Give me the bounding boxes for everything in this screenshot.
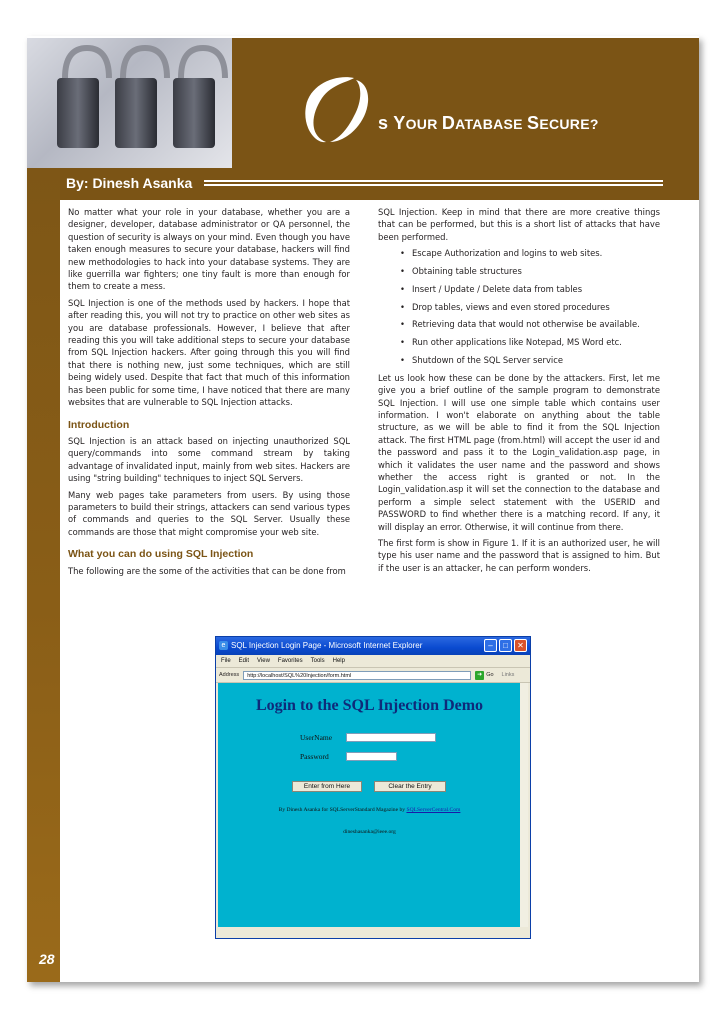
address-field[interactable]: http://localhost/SQL%20Injection/form.html	[243, 671, 471, 680]
paragraph: SQL Injection is an attack based on injecting unauthorized SQL query/commands into some command stream by taking advantage of invalidated input, mainly from web sites. Hackers are using "string building" techniques to inject SQL Servers.	[68, 435, 350, 484]
links-label[interactable]: Links	[501, 672, 515, 678]
list-item: • Shutdown of the SQL Server service	[412, 354, 660, 366]
drop-cap-i	[296, 72, 376, 148]
menu-tools[interactable]: Tools	[310, 658, 325, 664]
byline: By: Dinesh Asanka	[66, 175, 193, 191]
demo-title: Login to the SQL Injection Demo	[255, 697, 484, 714]
email-line: dineshasanka@ieee.org	[343, 829, 396, 835]
credit-link[interactable]: SQLServerCentral.Com	[406, 807, 461, 813]
address-label: Address	[219, 672, 240, 678]
paragraph: SQL Injection is one of the methods used by hackers. I hope that after reading this, you will not try to practice on other web sites as you are database professionals. However, I believe that after reading this you will take additional steps to secure your database from SQL Injection hackers. After going through this you will find that there is nothing new, just some techniques, which are still being widely used. Despite that fact that much of this information has been public for some time, I have noticed that there are many websites that are vulnerable to SQL Injection attacks.	[68, 297, 350, 408]
section-heading-what-you-can-do: What you can do using SQL Injection	[68, 548, 254, 561]
article-title: s YOUR DATABASE SECURE?	[378, 113, 599, 133]
attack-list	[378, 247, 660, 366]
padlocks-photo	[27, 38, 232, 168]
go-icon[interactable]: ➜	[477, 671, 483, 678]
menu-help[interactable]: Help	[332, 658, 345, 664]
figure-browser-window	[215, 636, 531, 939]
list-item: • Insert / Update / Delete data from tables	[412, 283, 660, 295]
window-title-bar	[216, 637, 530, 655]
paragraph: No matter what your role in your database, whether you are a designer, developer, database administrator or QA personnel, the question of security is always on your mind. Even though you have taken enough measures to secure your database, hackers will find new methodologies to hack into your database systems. They are like guerrilla war fighters; one tiny fault is more than enough for them to create a mess.	[68, 207, 350, 292]
list-item: • Retrieving data that would not otherwise be available.	[412, 318, 660, 330]
menu-view[interactable]: View	[257, 658, 270, 664]
left-column	[68, 206, 350, 581]
paragraph: Let us look how these can be done by the attackers. First, let me give you a brief outline of the sample program to demonstrate SQL Injection. I will use one simple table which contains user information. I won't elaborate on anything about the table structure, as we will be able to find it from the SQL Injection attack. The first HTML page (from.html) will accept the user id and the password and pass it to the Login_validation.asp page, in which it validates the user name and the password and shows whether the access right is granted or not. In the Login_validation.asp it will set the connection to the database and perform a simple select statement with the USERID and PASSWORD to find whether there is a matching record. If any, it will display an error. Otherwise, it will continue from there.	[378, 372, 660, 532]
right-column	[378, 206, 660, 578]
paragraph: The first form is show in Figure 1. If it is an authorized user, he will type his user name and the password that is assigned to him. But if the user is an attacker, he can perform wonders.	[378, 538, 660, 573]
paragraph: SQL Injection. Keep in mind that there are more creative things that can be performed, but this is a short list of attacks that have been performed.	[378, 207, 660, 242]
maximize-button[interactable]: □	[499, 639, 512, 652]
menu-bar	[216, 655, 530, 668]
page-number: 28	[39, 951, 55, 967]
credit-line: By Dinesh Asanka for SQLServerStandard Magazine by SQLServerCentral.Com	[278, 807, 461, 813]
browser-viewport	[218, 683, 521, 927]
go-label[interactable]: Go	[486, 672, 494, 678]
clear-button[interactable]: Clear the Entry	[374, 781, 446, 792]
enter-button[interactable]: Enter from Here	[292, 781, 362, 792]
paragraph: Many web pages take parameters from users. By using those parameters to build their strings, attackers can send various types of commands and queries to the SQL Server. Usually these commands are those that might compromise your web site.	[68, 489, 350, 537]
password-input[interactable]	[346, 752, 397, 761]
menu-favorites[interactable]: Favorites	[277, 658, 303, 664]
password-label: Password	[300, 752, 329, 761]
close-button[interactable]: ✕	[514, 639, 527, 652]
window-title: SQL Injection Login Page - Microsoft Internet Explorer	[231, 641, 423, 650]
vertical-scrollbar[interactable]	[520, 683, 528, 927]
ie-icon: e	[219, 641, 228, 650]
menu-file[interactable]: File	[221, 658, 231, 664]
list-item: • Escape Authorization and logins to web sites.	[412, 247, 660, 259]
address-bar	[216, 668, 530, 683]
minimize-button[interactable]: –	[484, 639, 497, 652]
paragraph: The following are the some of the activities that can be done from	[68, 565, 346, 576]
section-heading-introduction: Introduction	[68, 418, 130, 431]
byline-rule	[204, 180, 663, 189]
username-label: UserName	[300, 733, 333, 742]
status-bar	[218, 928, 528, 937]
username-input[interactable]	[346, 733, 436, 742]
left-color-strip	[27, 38, 60, 982]
list-item: • Run other applications like Notepad, MS Word etc.	[412, 336, 660, 348]
list-item: • Drop tables, views and even stored procedures	[412, 301, 660, 313]
list-item: • Obtaining table structures	[412, 265, 660, 277]
menu-edit[interactable]: Edit	[238, 658, 250, 664]
